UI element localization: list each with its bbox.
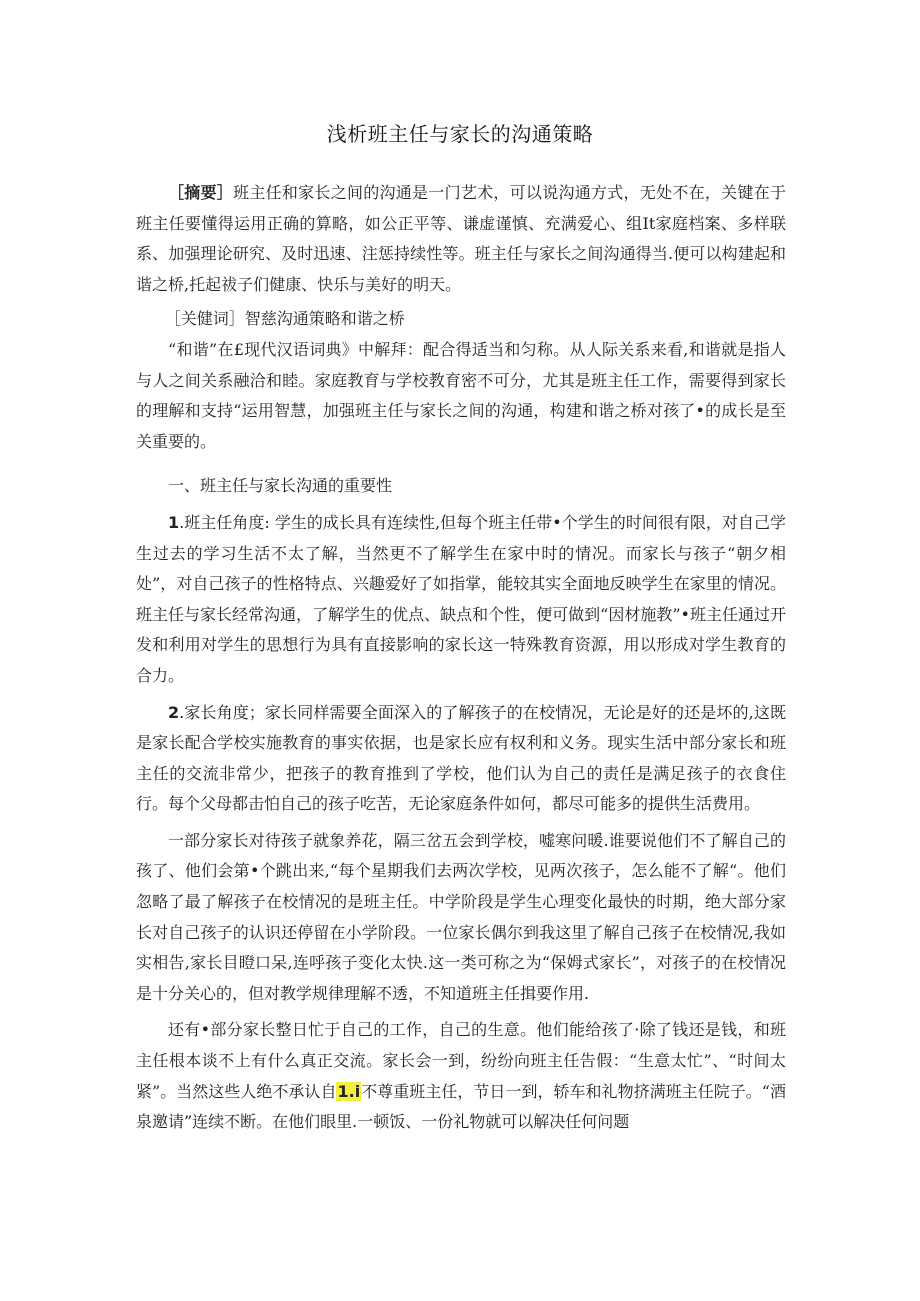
point-2-text: .家长角度；家长同样需要全面深入的了解孩子的在校情况，无论是好的还是坏的,这既是家长配合学校实施教育的事实依据，也是家长应有权利和义务。现实生活中部分家长和班主任的交流非常少，把孩子的教育推到了学校，他们认为自己的责任是满足孩子的衣食住行。每个父母都击怕自己的孩子吃苦，无论家庭条件如何，都尽可能多的提供生活费用。 (136, 702, 786, 814)
point-1-paragraph (136, 508, 786, 692)
point-1-text: .班主任角度: 学生的成长具有连续性,但每个班主任带•个学生的时间很有限，对自己学生过去的学习生活不太了解，当然更不了解学生在家中时的情况。而家长与孩子“朝夕相处”，对自己孩子的性格特点、兴趣爱好了如指掌，能较其实全面地反映学生在家里的情况。班主任与家长经常沟通，了解学生的优点、缺点和个性，便可做到“因材施教”•班主任通过开发和利用对学生的思想行为具有直接影响的家长这一特殊教育资源，用以形成对学生教育的合力。 (136, 512, 786, 685)
document-body (136, 178, 786, 1138)
abstract-label: ［摘要］ (168, 183, 234, 202)
point-2-number: 2 (168, 702, 180, 722)
nanny-parents-paragraph: 一部分家长对待孩子就象养花，隔三岔五会到学校，嘘寒问暖.谁要说他们不了解自己的孩了、他们会第•个跳出来,“每个星期我们去两次学校，见两次孩子，怎么能不了解“。他们忽略了最了解孩子在校情况的是班主任。中学阶段是学生心理变化最快的时期，绝大部分家长对自己孩子的认识还停留在小学阶段。一位家长偶尔到我这里了解自己孩子在校情况,我如实相告,家长目瞪口呆,连呼孩子变化太快.这一类可称之为“保姆式家长”，对孩子的在校情况是十分关心的，但对教学规律理解不透，不知道班主任揖要作用. (136, 830, 786, 1003)
busy-parents-text-before: 还有•部分家长整日忙于自己的工作，自己的生意。他们能给孩了·除了钱还是钱，和班主任根本谈不上有什么真正交流。家长会一到，纷纷向班主任告假：“生意太忙”、“时间太紧”。当然这些人绝不承认自 (136, 1020, 786, 1101)
abstract-paragraph (136, 178, 786, 300)
highlighted-text: 1.i (337, 1081, 361, 1101)
point-1-number: 1 (168, 512, 180, 532)
point-2-paragraph (136, 698, 786, 820)
keywords-line: ［关健词］智慈沟通策略和谐之桥 (164, 309, 405, 329)
document-title: 浅析班主任与家长的沟通策略 (326, 122, 594, 146)
busy-parents-text-after: 不尊重班主任，节日一到，轿车和礼物挤满班主任院子。“酒泉邀请”连续不断。在他们眼里.一顿饭、一份礼物就可以解决任何问题 (136, 1081, 786, 1132)
section-heading: 一、班主任与家长沟通的重要性 (168, 476, 393, 496)
abstract-text: 班主任和家长之间的沟通是一门艺术，可以说沟通方式，无处不在，关键在于班主任要懂得运用正确的算略，如公正平等、谦虚谨慎、充满爱心、组It家庭档案、多样联系、加强理论研究、及时迅速、注惩持续性等。班主任与家长之间沟通得当.便可以构建起和谐之桥,托起祓子们健康、快乐与美好的明天。 (136, 183, 786, 294)
busy-parents-paragraph (136, 1015, 786, 1137)
intro-paragraph: “和谐”在£现代汉语词典》中解拜：配合得适当和匀称。从人际关系来看,和谐就是指人与人之间关系融洽和睦。家庭教育与学校教育密不可分，尤其是班主任工作，需要得到家长的理解和支持“运用智慧，加强班主任与家长之间的沟通，构建和谐之桥对孩了•的成长是至关重要的。 (136, 339, 786, 451)
